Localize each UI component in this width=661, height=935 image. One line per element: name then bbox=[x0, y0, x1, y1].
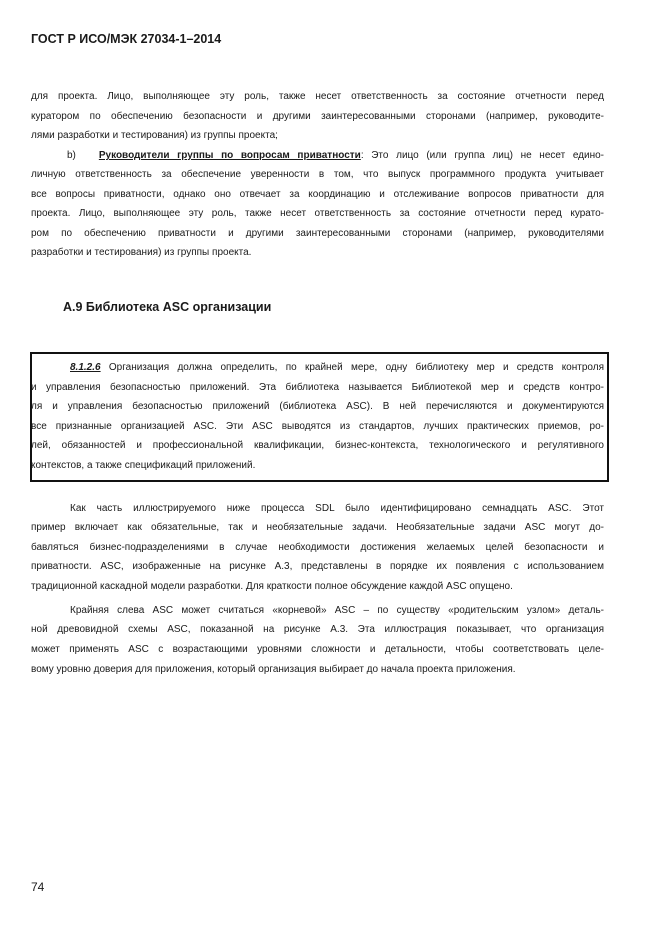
text-line: может применять ASC с возрастающими уровнями сложности и детальности, чтобы соответствовать целе- bbox=[31, 644, 604, 655]
text-line: вому уровню доверия для приложения, который организация выбирает до начала проекта приложения. bbox=[31, 664, 516, 675]
text-line: лей, обязанностей и профессиональной квалификации, бизнес-контекста, технологического и регулятивного bbox=[31, 440, 604, 451]
text-line: контекстов, а также спецификаций приложений. bbox=[31, 460, 256, 471]
clause-ref: 8.1.2.6 bbox=[70, 362, 101, 373]
text-fragment: Организация должна определить, по крайней мере, одну библиотеку мер и средств контроля bbox=[100, 362, 604, 373]
text-line: лями разработки и тестирования) из группы проекта; bbox=[31, 130, 278, 141]
text-line: все вопросы приватности, однако оно отвечает за координацию и отслеживание вопросов приватности для bbox=[31, 189, 604, 200]
text-line: Крайняя слева ASC может считаться «корневой» ASC – по существу «родительским узлом» деталь- bbox=[70, 605, 604, 616]
text-line: для проекта. Лицо, выполняющее эту роль, также несет ответственность за состояние отчетности перед bbox=[31, 91, 604, 102]
text-line: и управления безопасностью приложений. Эта библиотека называется Библиотекой мер и средств контро- bbox=[31, 382, 604, 393]
text-line: ной древовидной схемы ASC, показанной на рисунке A.3. Эта иллюстрация показывает, что организация bbox=[31, 624, 604, 635]
text-line: все признанные организацией ASC. Эти ASC выводятся из стандартов, лучших практических приемов, ро- bbox=[31, 421, 604, 432]
text-line: ром по обеспечению приватности и другими заинтересованными сторонами (например, руководителями bbox=[31, 228, 604, 239]
page-number: 74 bbox=[31, 880, 45, 894]
document-header: ГОСТ Р ИСО/МЭК 27034-1–2014 bbox=[31, 32, 222, 46]
text-line: бавляться бизнес-подразделениями в случае необходимости достижения желаемых целей безопасности и bbox=[31, 542, 604, 553]
text-line: разработки и тестирования) из группы проекта. bbox=[31, 247, 252, 258]
text-line: Как часть иллюстрируемого ниже процесса SDL было идентифицировано семнадцать ASC. Этот bbox=[70, 503, 604, 514]
term: Руководители группы по вопросам приватности bbox=[98, 150, 361, 161]
text-line: ля и управления безопасностью приложений (библиотека ASC). В ней перечисляются и документируются bbox=[31, 401, 604, 412]
text-line: пример включает как обязательные, так и необязательные задачи. Необязательные задачи ASC могут до- bbox=[31, 522, 604, 533]
text-line: куратором по обеспечению безопасности и другими заинтересованными сторонами (например, руководите- bbox=[31, 111, 604, 122]
text-line: традиционной каскадной модели разработки. Для краткости полное обсуждение каждой ASC опущено. bbox=[31, 581, 513, 592]
text-line: приватности. ASC, изображенные на рисунке A.3, представлены в порядке их появления с использованием bbox=[31, 561, 604, 572]
list-marker: b) bbox=[67, 150, 76, 161]
text-fragment: : Это лицо (или группа лиц) не несет едино- bbox=[360, 150, 605, 161]
list-item-b-first-line bbox=[67, 150, 604, 162]
section-heading: A.9 Библиотека ASC организации bbox=[63, 300, 272, 314]
text-line: проекта. Лицо, выполняющее эту роль, также несет ответственность за состояние отчетности перед курато- bbox=[31, 208, 604, 219]
boxed-first-line bbox=[70, 362, 604, 374]
text-line: личную ответственность за обеспечение уверенности в том, что выпуск программного продукта учитывает bbox=[31, 169, 604, 180]
